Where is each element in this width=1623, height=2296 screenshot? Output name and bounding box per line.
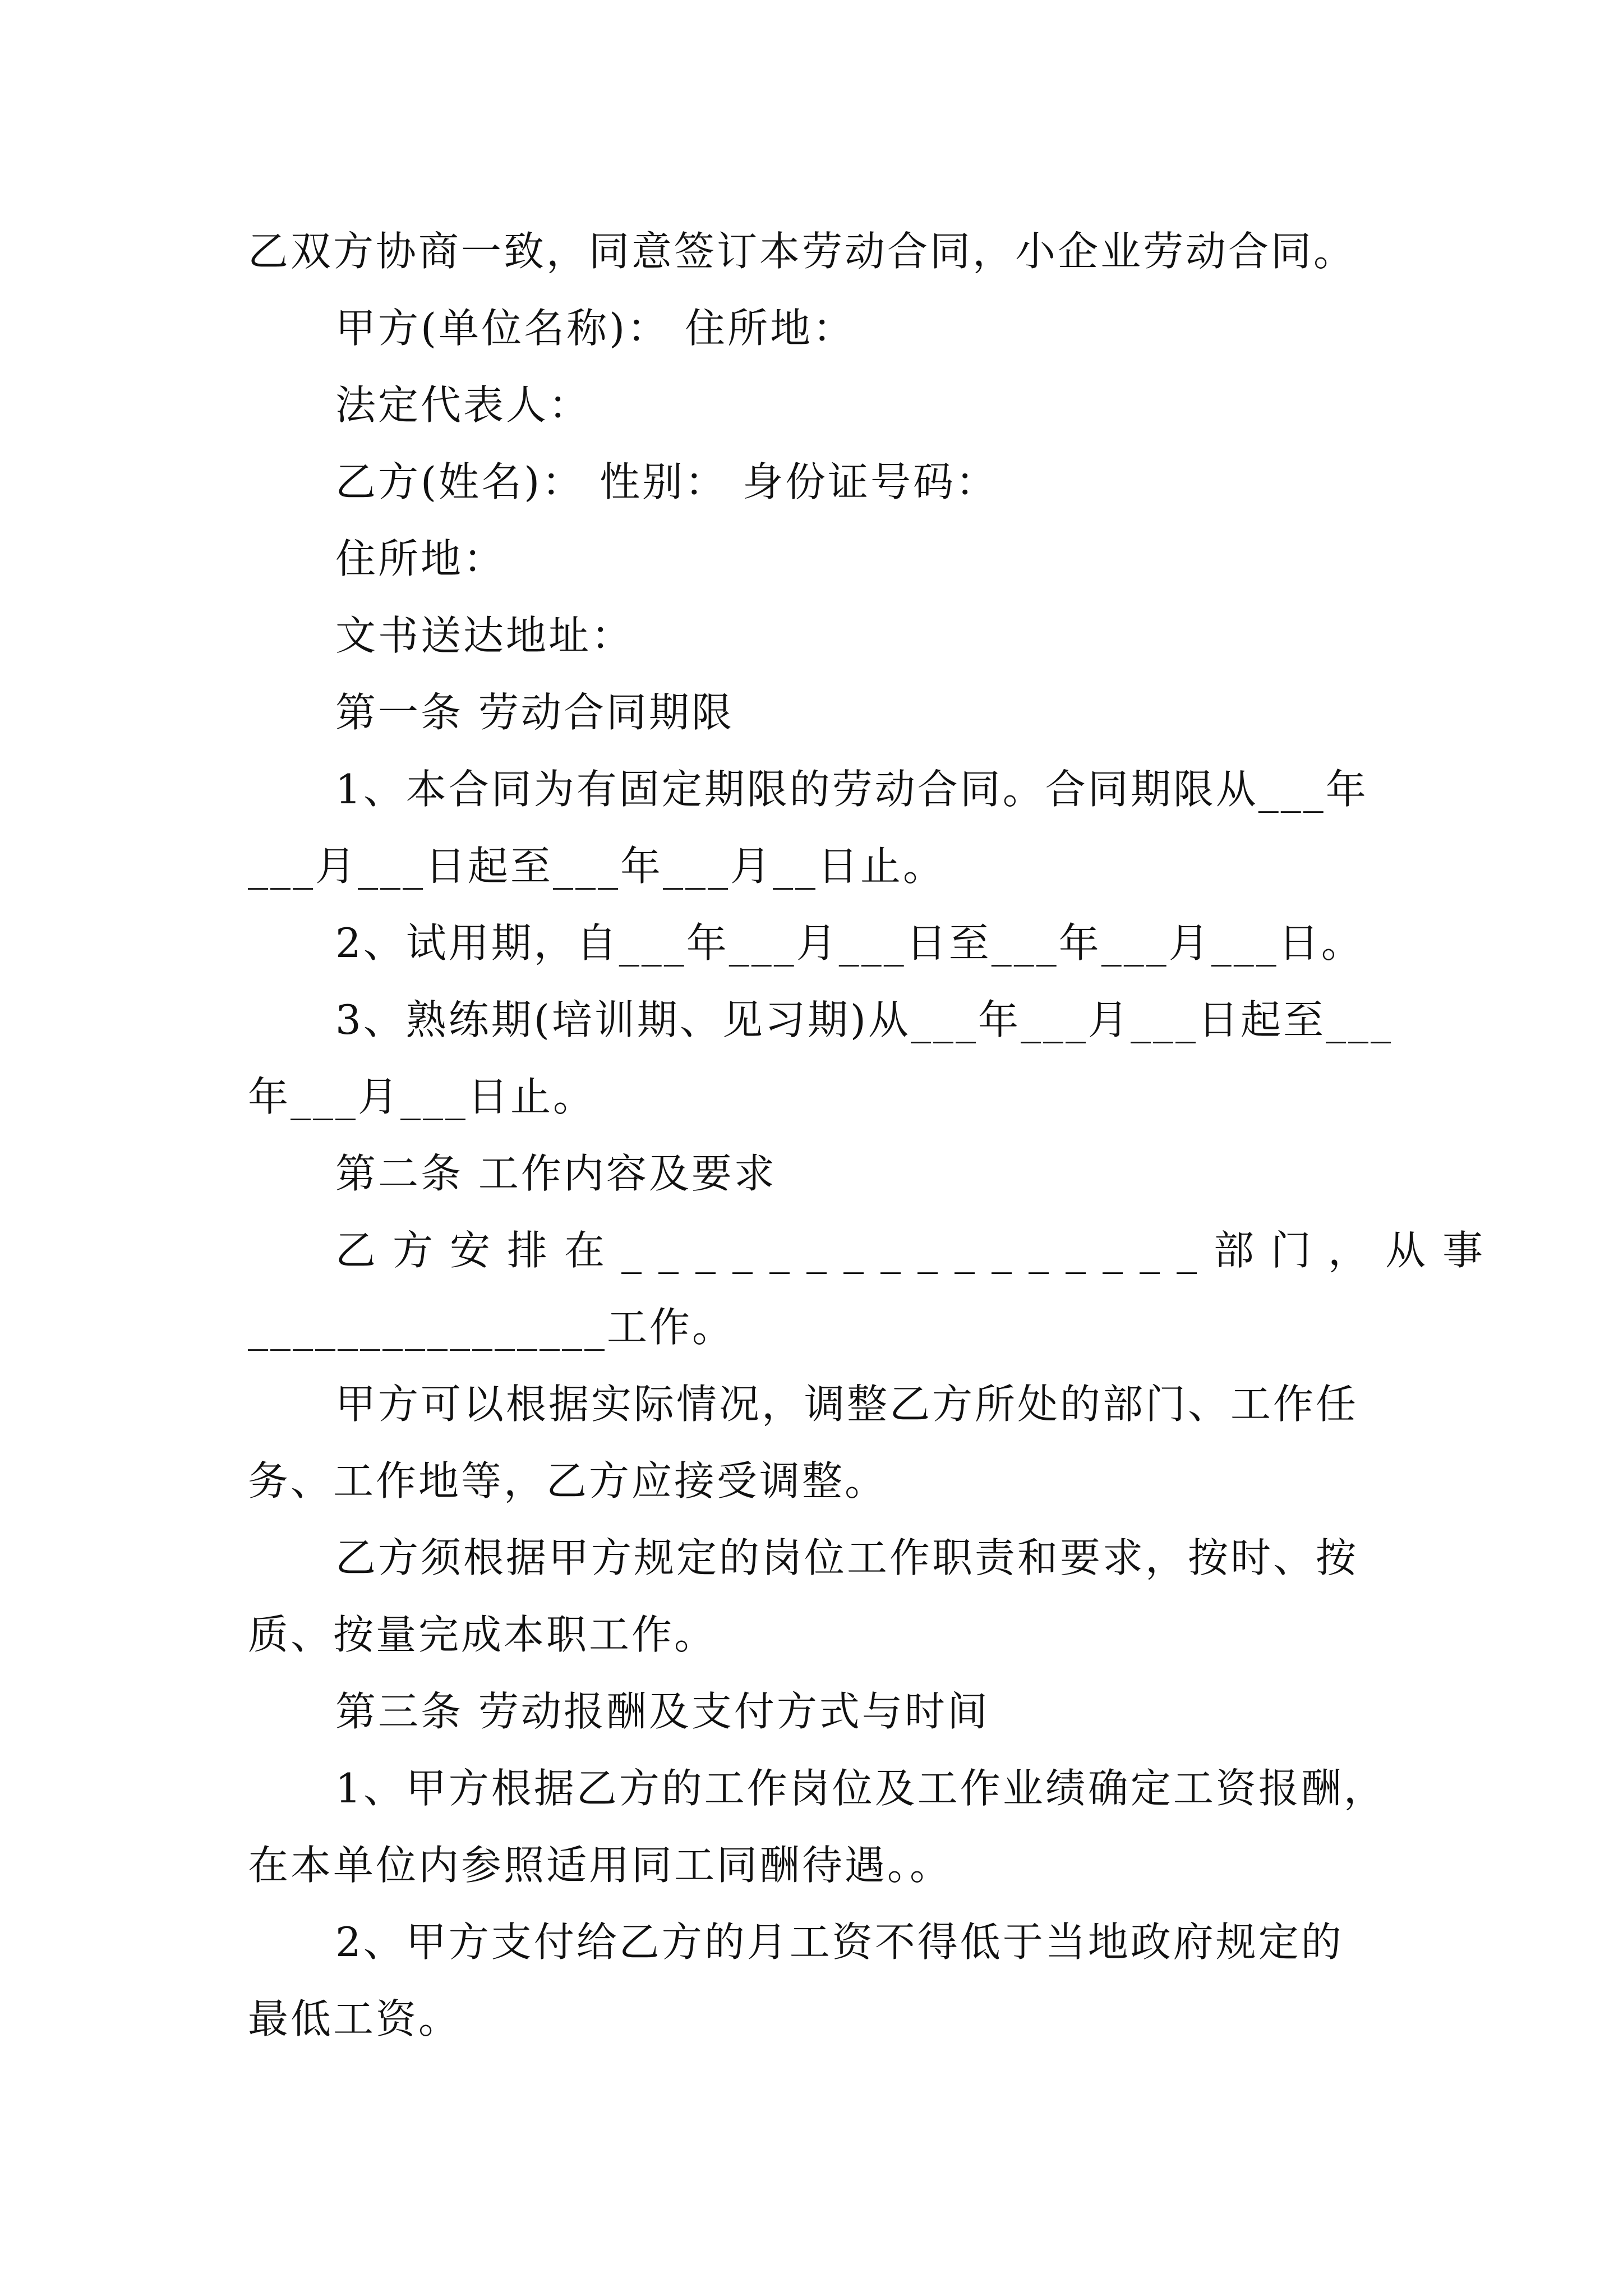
article-2-para-3-cont: 质、按量完成本职工作。 bbox=[248, 1611, 717, 1658]
article-2-para-2-cont: 务、工作地等，乙方应接受调整。 bbox=[248, 1457, 888, 1504]
article-1-heading: 第一条 劳动合同期限 bbox=[335, 689, 734, 736]
text-line: 乙双方协商一致，同意签订本劳动合同，小企业劳动合同。 bbox=[248, 228, 1357, 275]
article-2-para-3: 乙方须根据甲方规定的岗位工作职责和要求，按时、按 bbox=[335, 1534, 1359, 1581]
article-1-item-1-cont: ___月___日起至___年___月__日止。 bbox=[248, 843, 946, 890]
party-a-line: 甲方(单位名称)： 住所地： bbox=[335, 305, 856, 352]
article-1-item-2: 2、试用期，自___年___月___日至___年___月___日。 bbox=[335, 919, 1364, 967]
article-2-work-line: ________________工作。 bbox=[248, 1304, 735, 1351]
contract-body bbox=[248, 213, 1500, 2058]
article-3-item-2: 2、甲方支付给乙方的月工资不得低于当地政府规定的 bbox=[335, 1918, 1344, 1966]
article-3-item-1-cont: 在本单位内参照适用同工同酬待遇。。 bbox=[248, 1842, 953, 1889]
article-2-department-line: 乙方安排在________________部门，从事 bbox=[335, 1227, 1500, 1274]
delivery-address-line: 文书送达地址： bbox=[335, 612, 634, 659]
article-1-item-1: 1、本合同为有固定期限的劳动合同。合同期限从___年 bbox=[335, 766, 1368, 813]
party-b-line: 乙方(姓名)： 性别： 身份证号码： bbox=[335, 458, 998, 505]
article-1-item-3: 3、熟练期(培训期、见习期)从___年___月___日起至___ bbox=[335, 996, 1393, 1043]
article-1-item-3-cont: 年___月___日止。 bbox=[248, 1073, 596, 1120]
article-2-para-2: 甲方可以根据实际情况，调整乙方所处的部门、工作任 bbox=[335, 1381, 1359, 1428]
article-3-item-1: 1、甲方根据乙方的工作岗位及工作业绩确定工资报酬， bbox=[335, 1765, 1386, 1812]
legal-rep-line: 法定代表人： bbox=[335, 381, 592, 429]
article-3-item-2-cont: 最低工资。 bbox=[248, 1995, 462, 2042]
residence-line: 住所地： bbox=[335, 535, 506, 582]
article-2-heading: 第二条 工作内容及要求 bbox=[335, 1150, 777, 1197]
article-3-heading: 第三条 劳动报酬及支付方式与时间 bbox=[335, 1688, 990, 1735]
